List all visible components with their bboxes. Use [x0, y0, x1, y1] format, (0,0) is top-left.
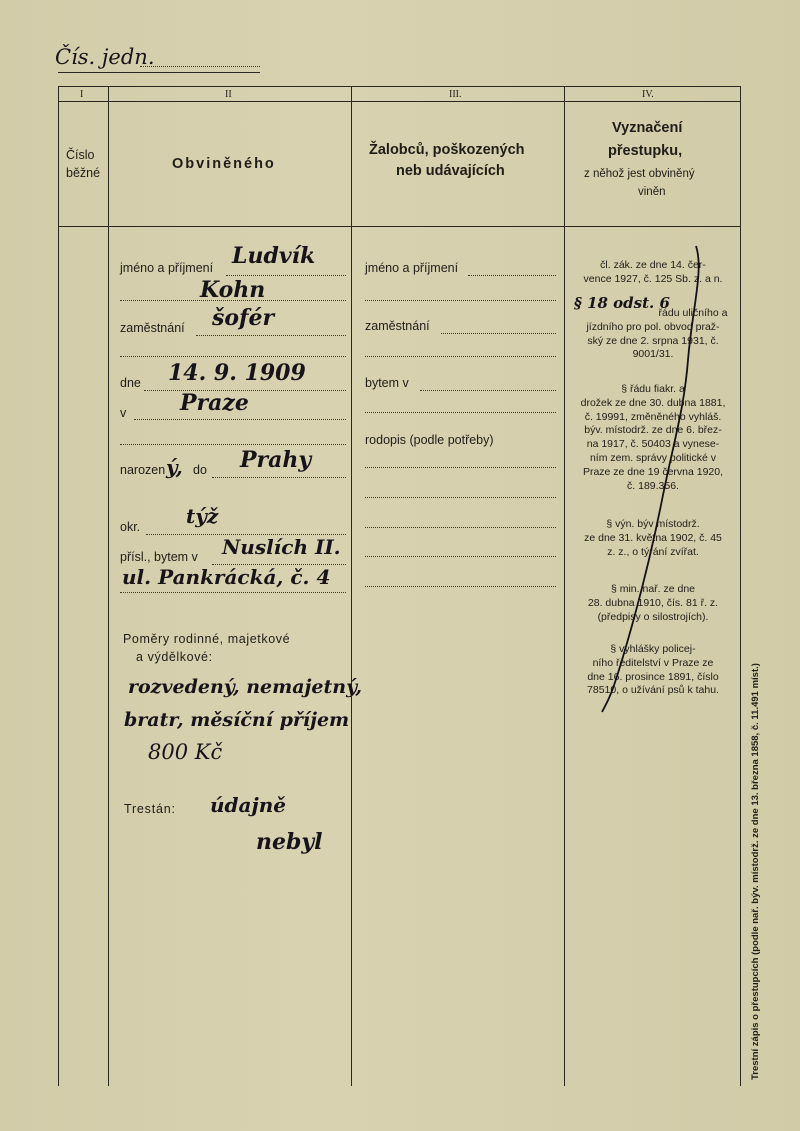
- accused-district-label: okr.: [120, 520, 141, 534]
- complainant-record-line-5: [365, 586, 556, 587]
- accused-domicile-value-1: Nuslích II.: [222, 535, 341, 559]
- complainant-record-line-4: [365, 556, 556, 557]
- offense-block-5-line: § min. nař. ze dne: [610, 583, 696, 595]
- side-note: Trestní zápis o přestupcích (podle nař. býv. místodrž. ze dne 13. března 1858, č. 11.491 míst.): [750, 663, 761, 1080]
- header-underline: [58, 72, 260, 73]
- offense-block-4-line: z. z., o týrání zvířat.: [607, 545, 699, 558]
- accused-name-value-2: Kohn: [200, 277, 266, 303]
- accused-occupation-line: [196, 335, 346, 336]
- offense-block-6-line: dne 16. prosince 1891, číslo: [587, 670, 719, 683]
- accused-family-label-1: Poměry rodinné, majetkové: [123, 632, 291, 646]
- table-top-border: [58, 86, 740, 87]
- offense-block-4-line: ze dne 31. května 1902, č. 45: [584, 531, 722, 544]
- cis-jedn-field: [140, 66, 260, 67]
- col-divider-4: [740, 86, 741, 1086]
- offense-block-3-line: býv. místodrž. ze dne 6. břez-: [584, 424, 722, 437]
- accused-born-label: narozen: [120, 463, 166, 477]
- accused-born-do-label: do: [193, 463, 207, 477]
- accused-punished-label: Trestán:: [124, 802, 176, 816]
- offense-block-3-line: č. 189.356.: [627, 479, 679, 492]
- col-divider-0: [58, 86, 59, 1086]
- complainant-record-line-2: [365, 497, 556, 498]
- accused-occupation-value: šofér: [212, 305, 275, 331]
- col4-header-line2: přestupku,: [608, 143, 683, 159]
- offense-block-5-line: (předpisy o silostrojích).: [597, 610, 709, 623]
- accused-born-mid: ý,: [166, 455, 183, 479]
- col4-header-line3: z něhož jest obviněný: [584, 168, 695, 180]
- complainant-occupation-line-2: [365, 356, 556, 357]
- accused-domicile-value-2: ul. Pankrácká, č. 4: [122, 565, 331, 589]
- offense-block-2-line: jízdního pro pol. obvod praž-: [586, 320, 720, 333]
- accused-family-value-2: bratr, měsíční příjem: [124, 709, 350, 731]
- accused-punished-value-1: údajně: [210, 793, 286, 817]
- accused-punished-value-2: nebyl: [256, 829, 323, 855]
- numeral-row-border: [58, 101, 740, 102]
- accused-family-value-1: rozvedený, nemajetný,: [128, 676, 362, 698]
- complainant-residence-label: bytem v: [365, 376, 409, 390]
- accused-name-line-2: [120, 300, 346, 301]
- complainant-name-label: jméno a příjmení: [365, 261, 459, 275]
- offense-block-3-line: na 1917, č. 50403 a vynese-: [586, 438, 720, 451]
- col-divider-2: [351, 86, 352, 1086]
- accused-date-value: 14. 9. 1909: [168, 360, 306, 386]
- offense-block-6-line: 78510, o užívání psů k tahu.: [587, 684, 719, 697]
- accused-place-label: v: [120, 406, 127, 420]
- accused-blank-line: [120, 444, 346, 445]
- offense-block-1-line: čl. zák. ze dne 14. čer-: [600, 259, 706, 271]
- col-numeral-2: II: [225, 89, 232, 100]
- cancellation-stroke: [564, 240, 740, 720]
- accused-place-line: [134, 419, 346, 420]
- accused-name-line-1: [226, 275, 346, 276]
- offense-block-1-line: vence 1927, č. 125 Sb. z. a n.: [583, 272, 723, 285]
- col1-header-line2: běžné: [66, 166, 101, 180]
- col-divider-1: [108, 86, 109, 1086]
- complainant-name-line: [468, 275, 556, 276]
- col3-header-line1: Žalobců, poškozených: [369, 142, 525, 158]
- complainant-record-line-3: [365, 527, 556, 528]
- accused-domicile-label: přísl., bytem v: [120, 550, 198, 564]
- col4-header-line4: viněn: [638, 186, 666, 198]
- col3-header-line2: neb udávajících: [396, 163, 505, 179]
- col-numeral-4: IV.: [642, 89, 654, 100]
- offense-block-3-line: ním zem. správy politické v: [589, 451, 717, 464]
- complainant-record-line-1: [365, 467, 556, 468]
- accused-place-value: Praze: [180, 390, 249, 416]
- offense-block-2-line: ský ze dne 2. srpna 1931, č.: [587, 334, 719, 347]
- offense-block-3-line: č. 19991, změněného vyhláš.: [584, 410, 722, 423]
- accused-born-line: [212, 477, 346, 478]
- offense-block-2-line: 9001/31.: [632, 348, 674, 361]
- accused-family-label-2: a výdělkové:: [136, 650, 213, 664]
- complainant-name-line-2: [365, 300, 556, 301]
- offense-block-4-line: § výn. býv místodrž.: [606, 518, 700, 530]
- accused-name-value-1: Ludvík: [232, 243, 316, 269]
- col4-header-line1: Vyznačení: [612, 120, 683, 136]
- offense-block-2-line: řádu uličního a: [658, 307, 728, 319]
- complainant-residence-line-2: [365, 412, 556, 413]
- accused-date-label: dne: [120, 376, 141, 390]
- accused-occupation-line-2: [120, 356, 346, 357]
- col-numeral-1: I: [80, 89, 84, 100]
- col1-header-line1: Číslo: [66, 148, 95, 162]
- accused-domicile-line-2: [120, 592, 346, 593]
- col2-header: Obviněného: [172, 156, 276, 172]
- offense-block-6-line: ního ředitelství v Praze ze: [592, 656, 714, 669]
- complainant-occupation-line: [441, 333, 556, 334]
- accused-occupation-label: zaměstnání: [120, 321, 185, 335]
- offense-block-2-mark: § 18 odst. 6: [574, 294, 670, 312]
- accused-district-value: týž: [186, 504, 219, 528]
- offense-block-3-line: § řádu fiakr. a: [621, 383, 685, 395]
- cis-jedn-label: Čís. jedn.: [55, 45, 155, 69]
- complainant-record-label: rodopis (podle potřeby): [365, 433, 494, 447]
- offense-block-3-line: Praze ze dne 19 června 1920,: [582, 465, 724, 478]
- accused-born-do-value: Prahy: [240, 447, 312, 473]
- header-row-border: [58, 226, 740, 227]
- offense-block-3-line: drožek ze dne 30. dubna 1881,: [580, 396, 726, 409]
- offense-block-6-line: § vyhlášky policej-: [610, 643, 696, 655]
- offense-block-5-line: 28. dubna 1910, čís. 81 ř. z.: [587, 596, 719, 609]
- complainant-residence-line: [420, 390, 556, 391]
- accused-name-label: jméno a příjmení: [120, 261, 214, 275]
- col-numeral-3: III.: [449, 89, 462, 100]
- accused-family-value-3: 800 Kč: [148, 740, 223, 764]
- complainant-occupation-label: zaměstnání: [365, 319, 430, 333]
